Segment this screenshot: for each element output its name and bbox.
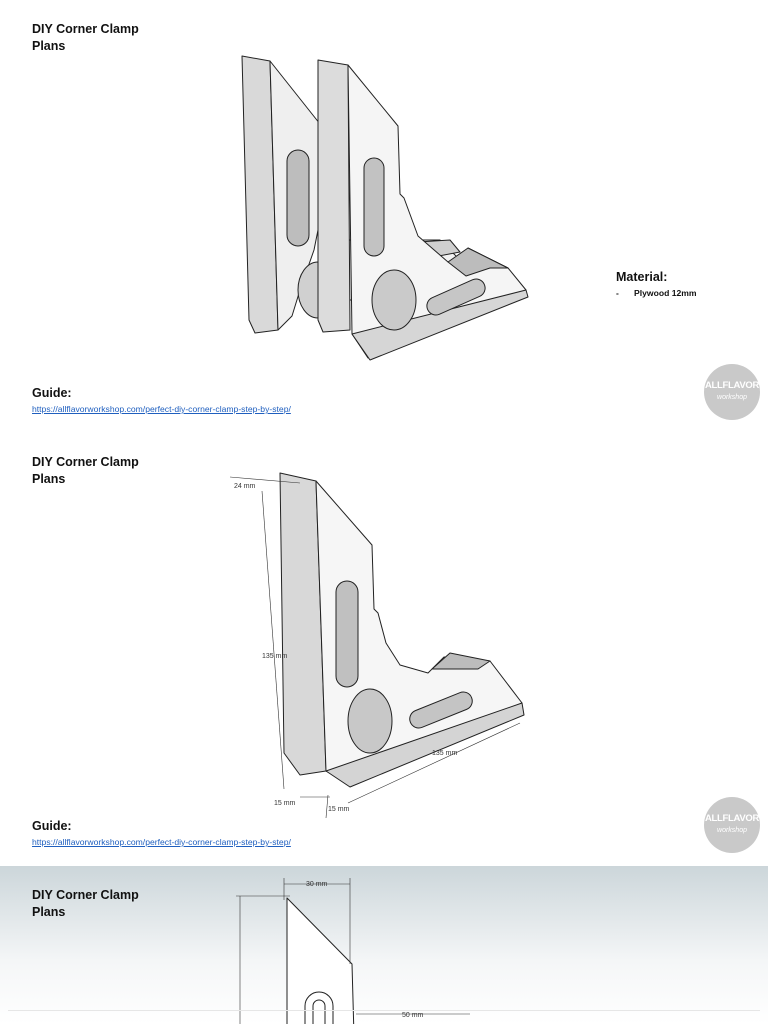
- dimension-top-width: 30 mm: [306, 881, 328, 888]
- dimension-thickness: 24 mm: [234, 483, 256, 490]
- guide-link[interactable]: https://allflavorworkshop.com/perfect-diy-corner-clamp-step-by-step/: [32, 404, 291, 414]
- dimension-length: 135 mm: [432, 750, 458, 757]
- logo-subtext: workshop: [717, 394, 747, 401]
- dimension-height: 135 mm: [262, 653, 288, 660]
- page-title: DIY Corner Clamp Plans: [32, 888, 139, 919]
- bullet: -: [616, 288, 619, 298]
- corner-clamp-pair-illustration: [0, 0, 768, 433]
- corner-clamp-dimensioned-illustration: [0, 433, 768, 866]
- brand-logo: [704, 364, 760, 420]
- page-title: DIY Corner Clamp Plans: [32, 455, 139, 486]
- brand-logo: [704, 797, 760, 853]
- logo-subtext: workshop: [717, 827, 747, 834]
- page-divider: [8, 1010, 760, 1011]
- material-text: Plywood 12mm: [634, 288, 697, 298]
- logo-text: ALLFLAVOR: [704, 813, 760, 824]
- guide-link[interactable]: https://allflavorworkshop.com/perfect-diy-corner-clamp-step-by-step/: [32, 837, 291, 847]
- plan-page-1: [0, 0, 768, 433]
- guide-heading: Guide:: [32, 819, 72, 833]
- logo-text: ALLFLAVOR: [704, 380, 760, 391]
- dimension-foot-a: 15 mm: [274, 800, 296, 807]
- corner-clamp-profile-illustration: [0, 866, 768, 1024]
- guide-heading: Guide:: [32, 386, 72, 400]
- material-item: [616, 288, 697, 298]
- dimension-slot-width: 50 mm: [402, 1012, 424, 1019]
- page-title: DIY Corner Clamp Plans: [32, 22, 139, 53]
- material-heading: Material:: [616, 270, 668, 284]
- dimension-foot-b: 15 mm: [328, 806, 350, 813]
- plan-page-3: [0, 866, 768, 1024]
- plan-page-2: [0, 433, 768, 866]
